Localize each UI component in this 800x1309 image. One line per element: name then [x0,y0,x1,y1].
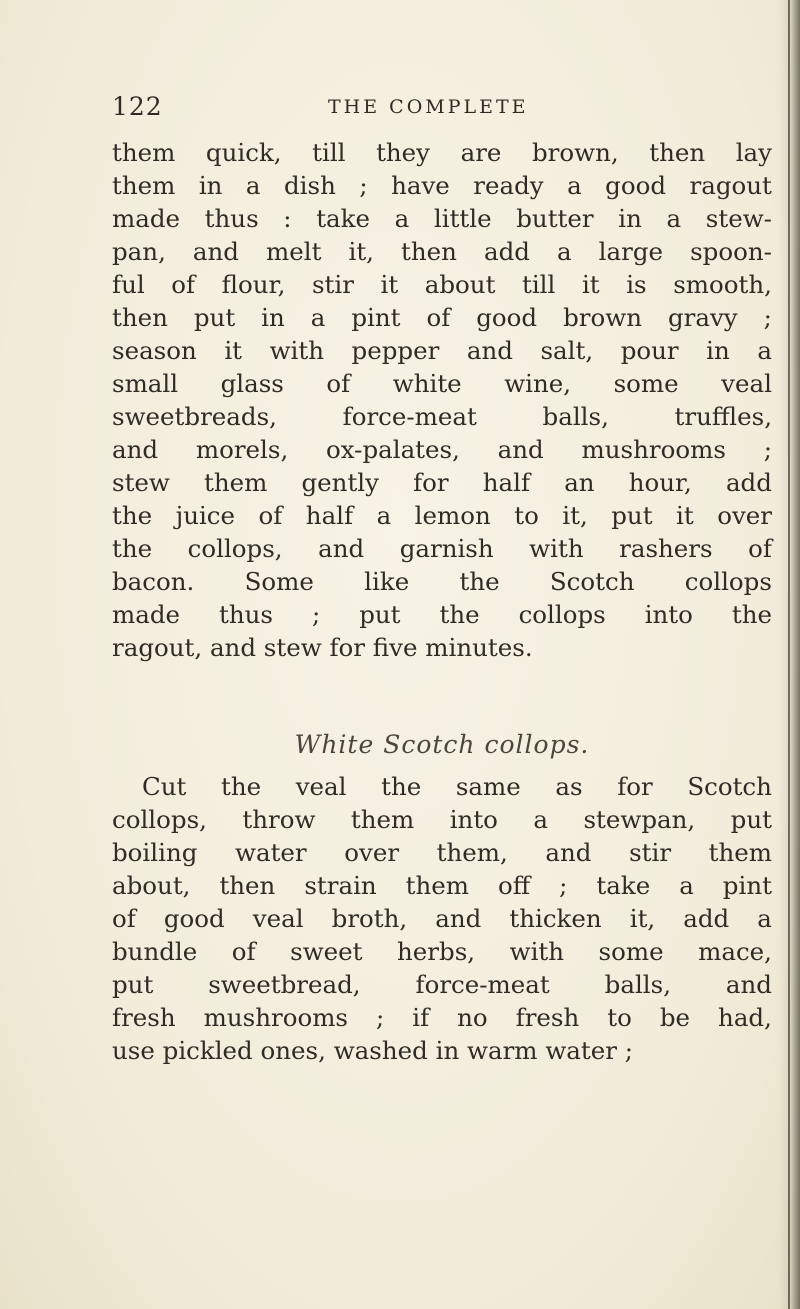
word: are [460,138,502,167]
word: juice [175,501,236,530]
word: and [192,237,239,266]
text-line [112,770,772,803]
word: fresh [112,1003,176,1032]
page-number: 122 [112,92,163,121]
word: it, [629,904,656,933]
word: it [581,270,600,299]
page-header [112,92,762,122]
word: for [617,772,653,801]
word: to [514,501,539,530]
word: thicken [509,904,602,933]
word: a [679,871,694,900]
word: force-meat [342,402,477,431]
word: a [567,171,582,200]
word: add [483,237,530,266]
word: collops [518,600,606,629]
word: till [522,270,556,299]
word: made [112,600,181,629]
word: of [748,534,772,563]
word: some [598,937,664,966]
word: balls, [542,402,609,431]
text-line [112,968,772,1001]
word: in [261,303,285,332]
word: with [529,534,584,563]
word: large [598,237,664,266]
word: a [757,336,772,365]
word: them [350,805,415,834]
word: melt [266,237,322,266]
word: sweet [290,937,363,966]
text-line: ragout, and stew for five minutes. [112,633,533,662]
word: take [596,871,651,900]
word: force-meat [415,970,550,999]
word: water [235,838,307,867]
word: a [245,171,261,200]
word: be [659,1003,691,1032]
word: made [112,204,181,233]
word: quick, [205,138,282,167]
word: had, [718,1003,772,1032]
word: with [509,937,565,966]
word: over [717,501,772,530]
text-line [112,235,772,268]
word: them [405,871,470,900]
text-line [112,466,772,499]
word: into [644,600,693,629]
word: strain [304,871,377,900]
text-line [112,367,772,400]
word: a [666,204,682,233]
word: ; [763,303,772,332]
word: the [459,567,500,596]
text-line [112,301,772,334]
word: balls, [604,970,671,999]
word: rashers [619,534,713,563]
word: : [283,204,292,233]
word: ragout [689,171,772,200]
word: stir [629,838,672,867]
text-line [112,499,772,532]
word: white [392,369,462,398]
word: stir [311,270,354,299]
word: as [555,772,583,801]
word: with [269,336,324,365]
word: they [376,138,431,167]
text-line [112,836,772,869]
text-line [112,935,772,968]
word: half [482,468,531,497]
word: if [412,1003,430,1032]
word: then [649,138,706,167]
text-line [112,532,772,565]
word: ; [376,1003,385,1032]
word: it [224,336,243,365]
word: pint [722,871,772,900]
word: half [305,501,354,530]
word: them [204,468,268,497]
word: then [112,303,168,332]
word: ready [473,171,544,200]
word: about, [112,871,191,900]
word: flour, [221,270,286,299]
word: then [219,871,276,900]
word: mace, [698,937,772,966]
word: brown [563,303,642,332]
word: and [112,435,159,464]
word: the [381,772,422,801]
word: lemon [414,501,491,530]
word: veal [252,904,304,933]
word: Some [244,567,314,596]
word: put [112,970,154,999]
word: smooth, [673,270,772,299]
section-heading: White Scotch collops. [294,730,590,759]
word: butter [516,204,594,233]
word: and [545,838,592,867]
word: is [626,270,647,299]
word: stew [112,468,170,497]
text-line [112,136,772,169]
word: little [433,204,492,233]
word: small [112,369,179,398]
word: stewpan, [583,805,696,834]
text-line [112,268,772,301]
word: the [731,600,772,629]
word: salt, [540,336,594,365]
word: sweetbreads, [112,402,277,431]
text-line [112,1001,772,1034]
word: morels, [195,435,289,464]
word: the [112,534,153,563]
word: of [258,501,283,530]
word: of [326,369,351,398]
word: add [725,468,772,497]
word: to [607,1003,632,1032]
word: a [394,204,410,233]
word: the [220,772,262,801]
word: it [380,270,399,299]
word: add [683,904,730,933]
word: and [466,336,513,365]
word: pan, [112,237,166,266]
word: broth, [331,904,408,933]
paragraph-continued [112,136,772,664]
word: the [112,501,153,530]
word: pepper [351,336,440,365]
word: a [310,303,326,332]
word: collops, [187,534,283,563]
word: of [231,937,256,966]
word: ful [112,270,145,299]
word: in [198,171,223,200]
word: bacon. [112,567,195,596]
word: put [611,501,653,530]
word: and [725,970,772,999]
word: wine, [504,369,572,398]
word: a [557,237,572,266]
word: season [112,336,197,365]
word: spoon- [690,237,772,266]
word: sweetbread, [208,970,361,999]
word: ; [559,871,568,900]
word: and [497,435,544,464]
word: mushrooms [581,435,726,464]
word: good [163,904,225,933]
text-line [112,902,772,935]
word: truffles, [674,402,772,431]
word: stew- [705,204,772,233]
word: them [112,171,176,200]
word: ; [763,435,772,464]
word: take [316,204,371,233]
word: no [457,1003,488,1032]
word: of [112,904,136,933]
word: brown, [531,138,619,167]
word: pint [351,303,401,332]
word: throw [242,805,316,834]
word: a [533,805,548,834]
word: good [605,171,667,200]
word: thus [219,600,273,629]
word: collops, [112,805,207,834]
word: into [449,805,498,834]
text-line [112,565,772,598]
paragraph-white-scotch-collops [112,770,772,1067]
word: gravy [667,303,738,332]
word: lay [735,138,772,167]
word: veal [721,369,772,398]
page-edge-line [788,0,790,1309]
text-line [112,334,772,367]
word: for [413,468,449,497]
word: dish [284,171,336,200]
word: a [757,904,772,933]
word: it, [348,237,374,266]
text-line [112,433,772,466]
word: about [424,270,496,299]
word: Scotch [687,772,772,801]
text-line [112,598,772,631]
word: in [618,204,642,233]
text-line [112,803,772,836]
text-line [112,869,772,902]
word: glass [220,369,284,398]
word: collops [684,567,772,596]
word: till [312,138,346,167]
running-head: THE COMPLETE [328,96,529,118]
word: off [498,871,531,900]
word: ; [311,600,321,629]
word: good [476,303,538,332]
text-line [112,400,772,433]
word: the [439,600,480,629]
word: over [344,838,400,867]
word: boiling [112,838,198,867]
word: pour [620,336,679,365]
word: them [112,138,176,167]
word: veal [295,772,347,801]
word: put [359,600,401,629]
text-line: use pickled ones, washed in warm water ; [112,1036,633,1065]
word: like [364,567,410,596]
word: and [435,904,482,933]
word: fresh [515,1003,580,1032]
word: put [730,805,772,834]
word: then [401,237,457,266]
word: in [706,336,730,365]
word: a [376,501,392,530]
word: same [455,772,521,801]
word: bundle [112,937,198,966]
word: and [318,534,365,563]
word: them, [436,838,508,867]
word: ; [359,171,368,200]
word: garnish [399,534,494,563]
word: ox-palates, [326,435,460,464]
word: mushrooms [203,1003,349,1032]
word: thus [204,204,259,233]
word: some [613,369,679,398]
word: gently [301,468,379,497]
text-line [112,169,772,202]
word: herbs, [397,937,476,966]
text-line [112,202,772,235]
word: hour, [628,468,692,497]
word: an [564,468,595,497]
word: Cut [142,772,187,801]
word: of [426,303,451,332]
word: Scotch [549,567,635,596]
word: them [708,838,772,867]
word: put [193,303,236,332]
word: of [171,270,196,299]
word: it [676,501,694,530]
word: have [391,171,450,200]
word: it, [562,501,588,530]
